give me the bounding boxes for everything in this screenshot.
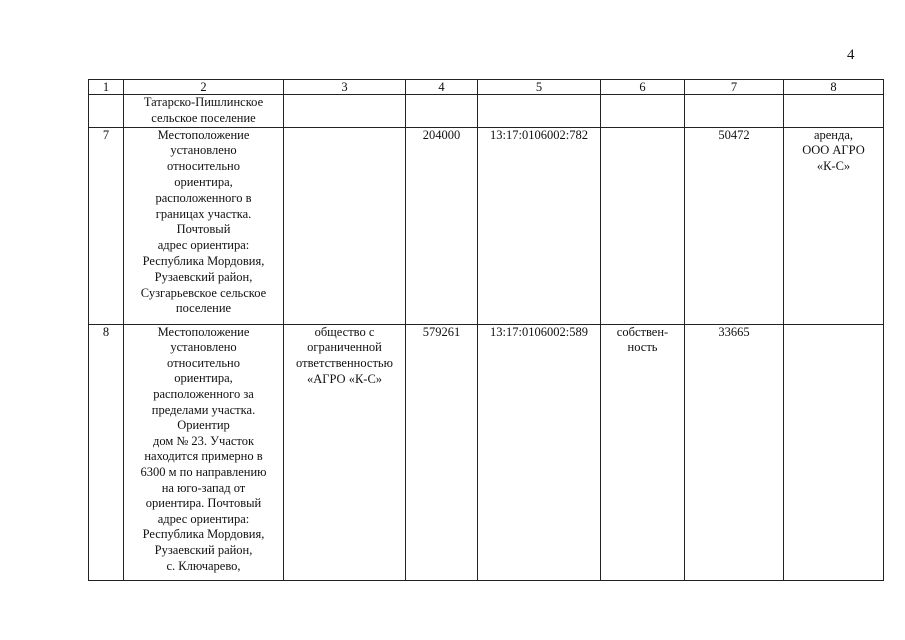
cell-cadastral: 13:17:0106002:782 — [478, 127, 601, 324]
column-header: 1 — [89, 80, 124, 95]
cell-num: 7 — [89, 127, 124, 324]
cell-right — [601, 127, 685, 324]
cell-area: 579261 — [406, 324, 478, 580]
cell-location: Местоположение установлено относительно ориентира, расположенного в границах участка. Почтовый адрес ориентира: Республика Мордовия, Рузаевский район, Сузгарьевское сельское поселение — [124, 127, 284, 324]
column-header: 6 — [601, 80, 685, 95]
cell-owner: общество с ограниченной ответственностью «АГРО «К-С» — [284, 324, 406, 580]
cell-num — [89, 95, 124, 128]
column-header: 7 — [685, 80, 784, 95]
cell-encumbrance: аренда, ООО АГРО «К-С» — [784, 127, 884, 324]
cell-cadastral — [478, 95, 601, 128]
cell-area: 204000 — [406, 127, 478, 324]
page-number: 4 — [847, 47, 855, 63]
cell-num: 8 — [89, 324, 124, 580]
column-header: 4 — [406, 80, 478, 95]
column-header: 5 — [478, 80, 601, 95]
cell-cadastral: 13:17:0106002:589 — [478, 324, 601, 580]
table-header-row — [89, 80, 884, 95]
table-row — [89, 324, 884, 580]
cell-location: Местоположение установлено относительно ориентира, расположенного за пределами участка. Ориентир дом № 23. Участок находится примерно в 6300 м по направлению на юго-запад от ориентира. Почтовый адрес ориентира: Республика Мордовия, Рузаевский район, с. Ключарево, — [124, 324, 284, 580]
column-header: 2 — [124, 80, 284, 95]
cell-location: Татарско-Пишлинское сельское поселение — [124, 95, 284, 128]
land-registry-table — [88, 79, 884, 581]
cell-right: собствен- ность — [601, 324, 685, 580]
cell-value — [685, 95, 784, 128]
cell-owner — [284, 127, 406, 324]
column-header: 8 — [784, 80, 884, 95]
cell-owner — [284, 95, 406, 128]
table-row-continuation — [89, 95, 884, 128]
cell-encumbrance — [784, 324, 884, 580]
cell-right — [601, 95, 685, 128]
column-header: 3 — [284, 80, 406, 95]
table-row — [89, 127, 884, 324]
cell-area — [406, 95, 478, 128]
cell-value: 50472 — [685, 127, 784, 324]
cell-encumbrance — [784, 95, 884, 128]
cell-value: 33665 — [685, 324, 784, 580]
